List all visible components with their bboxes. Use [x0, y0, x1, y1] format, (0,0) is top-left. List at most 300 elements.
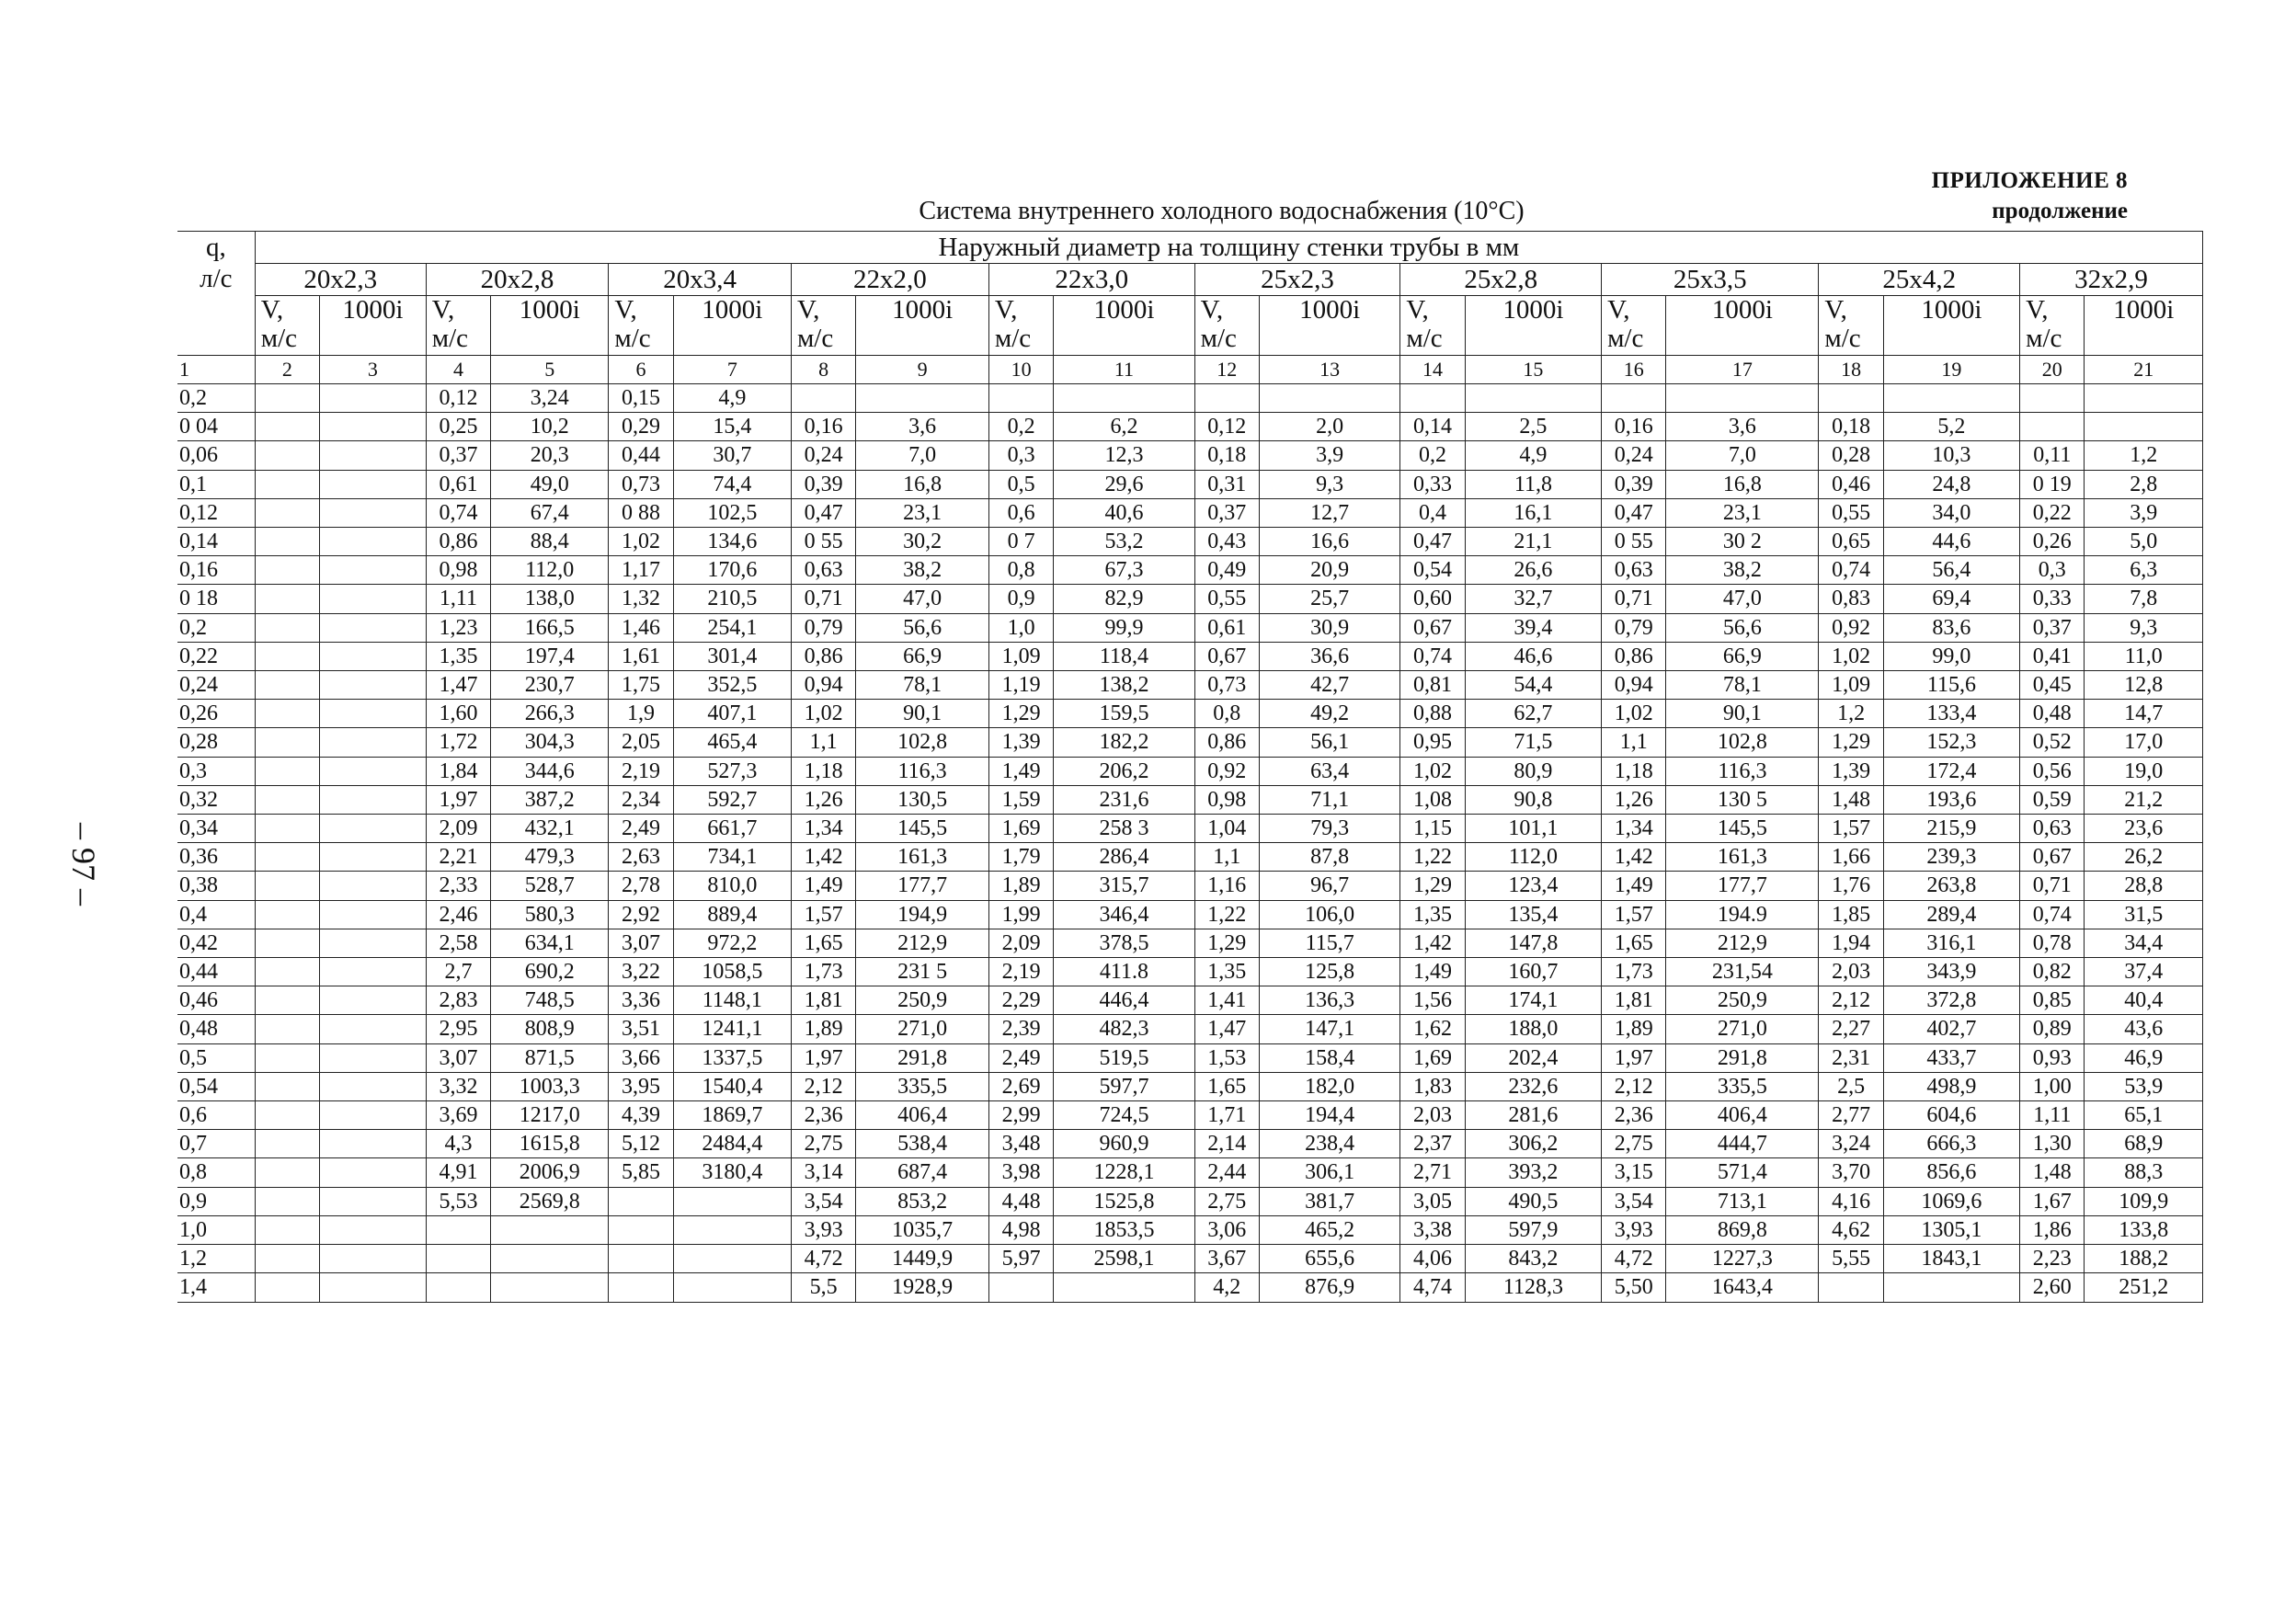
- velocity-cell: 1,26: [1602, 785, 1666, 814]
- velocity-cell: 0 19: [2020, 470, 2085, 498]
- headloss-cell: 36,6: [1260, 642, 1400, 670]
- headloss-unit-header: 1000i: [1666, 296, 1819, 356]
- headloss-cell: 30,9: [1260, 613, 1400, 642]
- velocity-cell: 2,36: [1602, 1101, 1666, 1130]
- table-row: [177, 900, 2203, 929]
- headloss-cell: 212,9: [856, 929, 989, 957]
- headloss-cell: 17,0: [2085, 728, 2203, 757]
- velocity-cell: 4,39: [609, 1101, 673, 1130]
- table-row: [177, 413, 2203, 441]
- headloss-cell: 433,7: [1883, 1043, 2019, 1072]
- velocity-cell: 2,46: [426, 900, 490, 929]
- headloss-cell: 188,0: [1465, 1015, 1601, 1043]
- headloss-cell: 406,4: [856, 1101, 989, 1130]
- headloss-cell: 254,1: [673, 613, 791, 642]
- velocity-cell: 1,42: [1602, 843, 1666, 872]
- headloss-cell: 1615,8: [491, 1130, 609, 1158]
- velocity-cell: 0,89: [2020, 1015, 2085, 1043]
- headloss-cell: 597,9: [1465, 1215, 1601, 1244]
- headloss-cell: 133,4: [1883, 700, 2019, 728]
- q-header-cell: [177, 232, 255, 356]
- headloss-cell: 12,7: [1260, 498, 1400, 527]
- velocity-cell: 0,31: [1194, 470, 1259, 498]
- velocity-cell: [255, 1043, 319, 1072]
- table-row: [177, 785, 2203, 814]
- velocity-cell: 1,57: [1602, 900, 1666, 929]
- headloss-cell: 266,3: [491, 700, 609, 728]
- column-number-cell: 11: [1054, 356, 1194, 384]
- velocity-cell: [988, 1273, 1053, 1302]
- velocity-cell: 1,69: [988, 815, 1053, 843]
- headloss-cell: 63,4: [1260, 757, 1400, 785]
- table-row: [177, 815, 2203, 843]
- headloss-cell: 432,1: [491, 815, 609, 843]
- velocity-cell: 1,57: [791, 900, 855, 929]
- headloss-cell: 170,6: [673, 556, 791, 585]
- headloss-cell: 889,4: [673, 900, 791, 929]
- headloss-cell: 44,6: [1883, 528, 2019, 556]
- velocity-cell: 4,91: [426, 1158, 490, 1187]
- headloss-cell: 271,0: [856, 1015, 989, 1043]
- velocity-cell: 2,58: [426, 929, 490, 957]
- velocity-cell: 1,16: [1194, 872, 1259, 900]
- headloss-cell: [320, 556, 427, 585]
- velocity-cell: 1,26: [791, 785, 855, 814]
- headloss-cell: 88,3: [2085, 1158, 2203, 1187]
- headloss-cell: 7,0: [856, 441, 989, 470]
- flow-rate-cell: 0,44: [177, 958, 255, 986]
- headloss-cell: 112,0: [491, 556, 609, 585]
- velocity-cell: 1,09: [1819, 671, 1883, 700]
- headloss-cell: 843,2: [1465, 1245, 1601, 1273]
- velocity-cell: 0,86: [1602, 642, 1666, 670]
- velocity-cell: [1819, 384, 1883, 413]
- headloss-cell: 102,8: [856, 728, 989, 757]
- headloss-cell: 1,2: [2085, 441, 2203, 470]
- velocity-cell: 0,52: [2020, 728, 2085, 757]
- headloss-cell: 1241,1: [673, 1015, 791, 1043]
- velocity-cell: 1,79: [988, 843, 1053, 872]
- headloss-cell: 78,1: [856, 671, 989, 700]
- headloss-cell: [320, 872, 427, 900]
- velocity-unit-header: [426, 296, 490, 356]
- headloss-cell: 1003,3: [491, 1072, 609, 1100]
- column-number-cell: 15: [1465, 356, 1601, 384]
- headloss-cell: [320, 1072, 427, 1100]
- velocity-cell: [1819, 1273, 1883, 1302]
- column-number-cell: 2: [255, 356, 319, 384]
- headloss-cell: 16,1: [1465, 498, 1601, 527]
- velocity-cell: 1,86: [2020, 1215, 2085, 1244]
- velocity-cell: 1,48: [1819, 785, 1883, 814]
- headloss-cell: 597,7: [1054, 1072, 1194, 1100]
- velocity-cell: 1,65: [1602, 929, 1666, 957]
- velocity-cell: 1,49: [988, 757, 1053, 785]
- headloss-cell: [491, 1273, 609, 1302]
- velocity-cell: 0,60: [1400, 585, 1465, 613]
- velocity-symbol: V,: [431, 295, 455, 325]
- flow-rate-cell: 0,38: [177, 872, 255, 900]
- table-header-row-group: [177, 232, 2203, 264]
- headloss-cell: [2085, 413, 2203, 441]
- velocity-unit-header: [1819, 296, 1883, 356]
- headloss-cell: 83,6: [1883, 613, 2019, 642]
- velocity-unit: м/с: [2026, 324, 2062, 353]
- velocity-cell: 0,82: [2020, 958, 2085, 986]
- column-number-cell: 6: [609, 356, 673, 384]
- headloss-cell: 231 5: [856, 958, 989, 986]
- velocity-cell: 0,95: [1400, 728, 1465, 757]
- velocity-cell: 2,99: [988, 1101, 1053, 1130]
- table-header-row-diameters: [177, 264, 2203, 296]
- velocity-cell: 0,18: [1819, 413, 1883, 441]
- velocity-cell: 0,73: [1194, 671, 1259, 700]
- velocity-unit: м/с: [614, 324, 651, 353]
- velocity-cell: 3,48: [988, 1130, 1053, 1158]
- headloss-cell: 28,8: [2085, 872, 2203, 900]
- velocity-cell: 2,92: [609, 900, 673, 929]
- diameter-header-cell: 25х2,8: [1400, 264, 1602, 296]
- column-number-cell: 16: [1602, 356, 1666, 384]
- flow-rate-cell: 0,9: [177, 1187, 255, 1215]
- column-number-cell: 21: [2085, 356, 2203, 384]
- velocity-cell: 0,25: [426, 413, 490, 441]
- headloss-cell: [320, 642, 427, 670]
- velocity-cell: 0,5: [988, 470, 1053, 498]
- velocity-cell: 1,72: [426, 728, 490, 757]
- velocity-cell: 2,12: [791, 1072, 855, 1100]
- headloss-cell: 3,9: [1260, 441, 1400, 470]
- velocity-cell: 0,74: [1819, 556, 1883, 585]
- velocity-cell: 1,60: [426, 700, 490, 728]
- velocity-cell: 0,8: [1194, 700, 1259, 728]
- velocity-cell: 4,3: [426, 1130, 490, 1158]
- flow-rate-cell: 0 04: [177, 413, 255, 441]
- headloss-cell: 335,5: [856, 1072, 989, 1100]
- headloss-cell: 29,6: [1054, 470, 1194, 498]
- headloss-cell: 3,9: [2085, 498, 2203, 527]
- velocity-cell: 3,22: [609, 958, 673, 986]
- velocity-cell: 0,56: [2020, 757, 2085, 785]
- velocity-cell: 0,14: [1400, 413, 1465, 441]
- velocity-cell: 4,62: [1819, 1215, 1883, 1244]
- headloss-cell: 1228,1: [1054, 1158, 1194, 1187]
- velocity-cell: 0,43: [1194, 528, 1259, 556]
- headloss-cell: 193,6: [1883, 785, 2019, 814]
- headloss-cell: 158,4: [1260, 1043, 1400, 1072]
- velocity-cell: 3,24: [1819, 1130, 1883, 1158]
- velocity-cell: 1,81: [791, 986, 855, 1015]
- velocity-unit-header: [791, 296, 855, 356]
- headloss-cell: [320, 498, 427, 527]
- velocity-cell: [255, 1245, 319, 1273]
- table-row: [177, 958, 2203, 986]
- headloss-cell: 335,5: [1666, 1072, 1819, 1100]
- velocity-cell: 1,89: [791, 1015, 855, 1043]
- velocity-cell: 2,63: [609, 843, 673, 872]
- headloss-cell: [2085, 384, 2203, 413]
- velocity-unit: м/с: [994, 324, 1032, 353]
- velocity-cell: 0,79: [791, 613, 855, 642]
- headloss-cell: 145,5: [1666, 815, 1819, 843]
- velocity-cell: 2,19: [609, 757, 673, 785]
- headloss-cell: 115,7: [1260, 929, 1400, 957]
- headloss-cell: 66,9: [1666, 642, 1819, 670]
- headloss-cell: [320, 613, 427, 642]
- velocity-cell: 1,49: [791, 872, 855, 900]
- velocity-cell: 0,15: [609, 384, 673, 413]
- velocity-cell: 1,22: [1400, 843, 1465, 872]
- headloss-cell: [320, 958, 427, 986]
- velocity-cell: 0,74: [1400, 642, 1465, 670]
- table-row: [177, 728, 2203, 757]
- table-row: [177, 929, 2203, 957]
- headloss-cell: 724,5: [1054, 1101, 1194, 1130]
- velocity-cell: 0,2: [988, 413, 1053, 441]
- headloss-cell: [320, 757, 427, 785]
- velocity-cell: 1,02: [791, 700, 855, 728]
- headloss-cell: 16,8: [856, 470, 989, 498]
- headloss-cell: 37,4: [2085, 958, 2203, 986]
- headloss-cell: 54,4: [1465, 671, 1601, 700]
- velocity-cell: 0,71: [791, 585, 855, 613]
- velocity-cell: 1,35: [426, 642, 490, 670]
- headloss-cell: 3180,4: [673, 1158, 791, 1187]
- velocity-cell: 0,78: [2020, 929, 2085, 957]
- headloss-cell: [1666, 384, 1819, 413]
- flow-rate-cell: 1,0: [177, 1215, 255, 1244]
- table-row: [177, 470, 2203, 498]
- headloss-cell: 56,6: [1666, 613, 1819, 642]
- velocity-cell: 3,69: [426, 1101, 490, 1130]
- headloss-cell: [320, 384, 427, 413]
- velocity-cell: [255, 1130, 319, 1158]
- headloss-cell: 26,6: [1465, 556, 1601, 585]
- velocity-cell: 1,2: [1819, 700, 1883, 728]
- headloss-cell: 291,8: [856, 1043, 989, 1072]
- headloss-cell: 301,4: [673, 642, 791, 670]
- headloss-cell: [673, 1215, 791, 1244]
- headloss-cell: 1843,1: [1883, 1245, 2019, 1273]
- velocity-cell: [1400, 384, 1465, 413]
- headloss-cell: 2006,9: [491, 1158, 609, 1187]
- velocity-cell: 0,39: [1602, 470, 1666, 498]
- velocity-cell: 2,78: [609, 872, 673, 900]
- flow-rate-cell: 0,32: [177, 785, 255, 814]
- headloss-cell: 26,2: [2085, 843, 2203, 872]
- velocity-cell: 2,71: [1400, 1158, 1465, 1187]
- velocity-cell: [255, 785, 319, 814]
- velocity-cell: 2,69: [988, 1072, 1053, 1100]
- velocity-cell: 1,11: [426, 585, 490, 613]
- velocity-cell: 4,16: [1819, 1187, 1883, 1215]
- velocity-cell: 1,9: [609, 700, 673, 728]
- velocity-cell: [255, 1158, 319, 1187]
- velocity-cell: 2,09: [988, 929, 1053, 957]
- headloss-cell: 734,1: [673, 843, 791, 872]
- diameter-header-cell: 25х4,2: [1819, 264, 2020, 296]
- headloss-cell: 5,0: [2085, 528, 2203, 556]
- velocity-cell: [255, 757, 319, 785]
- headloss-cell: 30 2: [1666, 528, 1819, 556]
- headloss-cell: 1869,7: [673, 1101, 791, 1130]
- velocity-cell: 3,67: [1194, 1245, 1259, 1273]
- velocity-cell: [255, 413, 319, 441]
- headloss-cell: 47,0: [856, 585, 989, 613]
- headloss-cell: 23,1: [856, 498, 989, 527]
- velocity-cell: 3,38: [1400, 1215, 1465, 1244]
- diameter-header-cell: 20х3,4: [609, 264, 792, 296]
- headloss-cell: 666,3: [1883, 1130, 2019, 1158]
- velocity-headloss-table: [177, 231, 2203, 1303]
- headloss-cell: 40,4: [2085, 986, 2203, 1015]
- headloss-cell: 40,6: [1054, 498, 1194, 527]
- velocity-cell: 1,49: [1400, 958, 1465, 986]
- table-row: [177, 757, 2203, 785]
- headloss-cell: 4,9: [673, 384, 791, 413]
- velocity-cell: [255, 384, 319, 413]
- velocity-cell: 0,93: [2020, 1043, 2085, 1072]
- headloss-cell: 147,8: [1465, 929, 1601, 957]
- headloss-cell: 661,7: [673, 815, 791, 843]
- velocity-cell: 0,47: [1602, 498, 1666, 527]
- headloss-cell: 102,5: [673, 498, 791, 527]
- velocity-cell: [255, 470, 319, 498]
- velocity-cell: 0,86: [791, 642, 855, 670]
- headloss-cell: [1883, 1273, 2019, 1302]
- velocity-cell: 3,93: [791, 1215, 855, 1244]
- headloss-cell: 10,2: [491, 413, 609, 441]
- velocity-cell: 0,49: [1194, 556, 1259, 585]
- table-row: [177, 1072, 2203, 1100]
- velocity-cell: 2,95: [426, 1015, 490, 1043]
- headloss-cell: [320, 470, 427, 498]
- headloss-cell: 2,5: [1465, 413, 1601, 441]
- headloss-cell: [320, 413, 427, 441]
- headloss-cell: 1928,9: [856, 1273, 989, 1302]
- headloss-cell: 38,2: [856, 556, 989, 585]
- velocity-cell: 1,46: [609, 613, 673, 642]
- velocity-cell: 0,16: [791, 413, 855, 441]
- velocity-cell: [255, 986, 319, 1015]
- headloss-cell: 32,7: [1465, 585, 1601, 613]
- velocity-cell: [1602, 384, 1666, 413]
- velocity-cell: 1,02: [1400, 757, 1465, 785]
- velocity-cell: 0,47: [1400, 528, 1465, 556]
- velocity-cell: 0,2: [1400, 441, 1465, 470]
- headloss-cell: 1305,1: [1883, 1215, 2019, 1244]
- velocity-cell: 2,21: [426, 843, 490, 872]
- headloss-cell: 250,9: [856, 986, 989, 1015]
- velocity-cell: 1,29: [1400, 872, 1465, 900]
- headloss-cell: 65,1: [2085, 1101, 2203, 1130]
- velocity-cell: [255, 528, 319, 556]
- headloss-cell: 69,4: [1883, 585, 2019, 613]
- headloss-cell: 56,4: [1883, 556, 2019, 585]
- velocity-cell: 1,85: [1819, 900, 1883, 929]
- headloss-cell: 808,9: [491, 1015, 609, 1043]
- velocity-cell: [426, 1215, 490, 1244]
- velocity-cell: 0,24: [1602, 441, 1666, 470]
- diameter-header-cell: 20х2,8: [426, 264, 609, 296]
- headloss-cell: 88,4: [491, 528, 609, 556]
- velocity-symbol: V,: [2026, 295, 2049, 325]
- velocity-cell: 0,86: [426, 528, 490, 556]
- velocity-cell: 1,42: [791, 843, 855, 872]
- headloss-cell: 90,1: [1666, 700, 1819, 728]
- headloss-cell: [320, 1101, 427, 1130]
- headloss-cell: 687,4: [856, 1158, 989, 1187]
- table-row: [177, 528, 2203, 556]
- velocity-cell: [255, 843, 319, 872]
- velocity-cell: 0,67: [1194, 642, 1259, 670]
- headloss-cell: 393,2: [1465, 1158, 1601, 1187]
- column-number-cell: 18: [1819, 356, 1883, 384]
- velocity-cell: [255, 1015, 319, 1043]
- velocity-cell: 1,0: [988, 613, 1053, 642]
- velocity-cell: 3,95: [609, 1072, 673, 1100]
- velocity-cell: 3,32: [426, 1072, 490, 1100]
- headloss-cell: 381,7: [1260, 1187, 1400, 1215]
- velocity-cell: 0,98: [1194, 785, 1259, 814]
- velocity-cell: 0,37: [426, 441, 490, 470]
- headloss-cell: 3,24: [491, 384, 609, 413]
- velocity-cell: 0,12: [426, 384, 490, 413]
- table-row: [177, 1130, 2203, 1158]
- velocity-cell: 1,32: [609, 585, 673, 613]
- velocity-cell: 0,92: [1819, 613, 1883, 642]
- headloss-cell: [320, 700, 427, 728]
- velocity-cell: 0 55: [791, 528, 855, 556]
- table-header-row-units: [177, 296, 2203, 356]
- headloss-cell: 20,3: [491, 441, 609, 470]
- flow-rate-cell: 0 18: [177, 585, 255, 613]
- headloss-cell: 231,54: [1666, 958, 1819, 986]
- velocity-cell: 5,55: [1819, 1245, 1883, 1273]
- appendix-label: ПРИЛОЖЕНИЕ 8: [1931, 168, 2128, 193]
- q-header-line2: л/с: [200, 264, 233, 293]
- headloss-cell: 2484,4: [673, 1130, 791, 1158]
- headloss-cell: 177,7: [1666, 872, 1819, 900]
- headloss-cell: 87,8: [1260, 843, 1400, 872]
- flow-rate-cell: 0,34: [177, 815, 255, 843]
- velocity-cell: 0,59: [2020, 785, 2085, 814]
- velocity-cell: 2,09: [426, 815, 490, 843]
- velocity-cell: 0,54: [1400, 556, 1465, 585]
- velocity-unit-header: [1400, 296, 1465, 356]
- headloss-cell: 90,1: [856, 700, 989, 728]
- headloss-cell: 21,2: [2085, 785, 2203, 814]
- velocity-cell: 5,97: [988, 1245, 1053, 1273]
- velocity-cell: [609, 1187, 673, 1215]
- headloss-cell: [320, 785, 427, 814]
- velocity-cell: 0,47: [791, 498, 855, 527]
- velocity-cell: 1,76: [1819, 872, 1883, 900]
- table-row: [177, 1158, 2203, 1187]
- headloss-cell: 538,4: [856, 1130, 989, 1158]
- velocity-cell: 2,75: [1194, 1187, 1259, 1215]
- headloss-cell: 12,8: [2085, 671, 2203, 700]
- flow-rate-cell: 0,1: [177, 470, 255, 498]
- headloss-cell: [1260, 384, 1400, 413]
- velocity-symbol: V,: [994, 295, 1018, 325]
- velocity-cell: 0,24: [791, 441, 855, 470]
- headloss-cell: [320, 1158, 427, 1187]
- headloss-cell: 38,2: [1666, 556, 1819, 585]
- velocity-cell: 1,65: [1194, 1072, 1259, 1100]
- velocity-unit: м/с: [1406, 324, 1443, 353]
- headloss-cell: 15,4: [673, 413, 791, 441]
